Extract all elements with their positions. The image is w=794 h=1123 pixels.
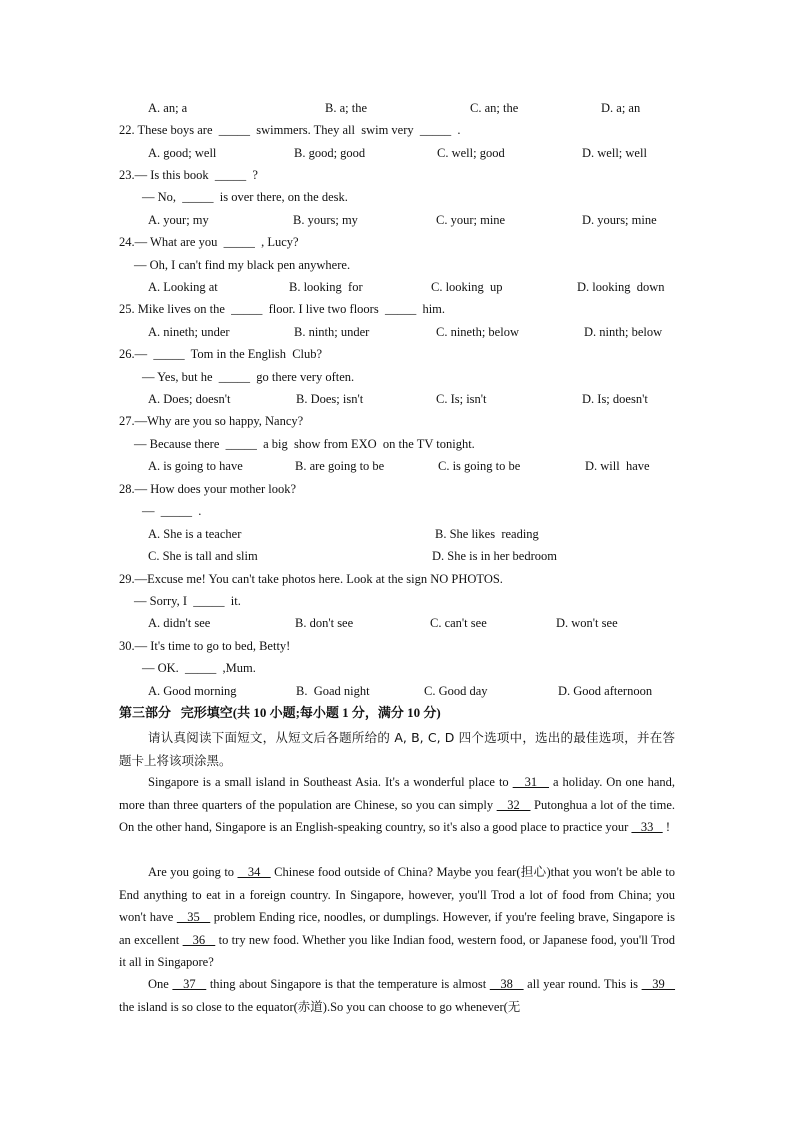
paragraph-text <box>119 973 675 1018</box>
option-22-2: C. well; good <box>437 146 505 160</box>
blank-32: 32 <box>496 797 531 812</box>
option-29-1: B. don't see <box>295 616 354 630</box>
passage-text: Putonghua a lot of the time. On the other hand, Singapore is an English-speaking country, so it's also a good place to practice your <box>119 797 676 834</box>
option-27-2: C. is going to be <box>438 459 521 473</box>
option-28-0: A. She is a teacher <box>148 527 242 541</box>
passage-paragraph <box>119 861 675 974</box>
option-26-1: B. Does; isn't <box>296 392 364 406</box>
instruction-text: 请认真阅读下面短文，从短文后各题所给的 A, B, C, D 四个选项中，选出的最佳选项，并在答题卡上将该项涂黑。 <box>119 730 675 768</box>
question-29-dialog: — Sorry, I _____ it. <box>134 594 241 608</box>
option-25-3: D. ninth; below <box>584 325 663 339</box>
option-21-2: C. an; the <box>470 101 519 115</box>
blank-34: 34 <box>237 865 271 879</box>
option-28-2: C. She is tall and slim <box>148 549 258 563</box>
blank-36: 36 <box>182 932 216 947</box>
question-24-dialog: — Oh, I can't find my black pen anywhere. <box>134 258 351 272</box>
option-23-0: A. your; my <box>148 213 209 227</box>
option-25-1: B. ninth; under <box>294 325 370 339</box>
question-27-stem: 27.—Why are you so happy, Nancy? <box>119 414 304 428</box>
passage-text: Chinese food outside of China? Maybe you fear(担心)that you won't be able to End anything to eat in a foreign country. In Singapore, however, you'll Trod a lot of food from China; you won't have <box>119 865 675 924</box>
option-30-2: C. Good day <box>424 684 488 698</box>
question-24-stem: 24.— What are you _____ , Lucy? <box>119 235 299 249</box>
option-24-3: D. looking down <box>577 280 665 294</box>
blank-39: 39 <box>641 977 676 991</box>
option-24-1: B. looking for <box>289 280 363 294</box>
passage-text: to try new food. Whether you like Indian food, western food, or Japanese food, you'll Trod it all in Singapore? <box>119 932 675 969</box>
question-23-dialog: — No, _____ is over there, on the desk. <box>142 190 348 204</box>
option-28-1: B. She likes reading <box>435 527 539 541</box>
option-25-0: A. nineth; under <box>148 325 230 339</box>
option-29-2: C. can't see <box>430 616 487 630</box>
option-25-2: C. nineth; below <box>436 325 519 339</box>
passage-text: One <box>148 977 173 991</box>
option-23-2: C. your; mine <box>436 213 506 227</box>
section-3-instruction <box>119 727 675 772</box>
blank-35: 35 <box>176 910 211 924</box>
passage-text: all year round. This is <box>523 977 642 991</box>
option-21-0: A. an; a <box>148 101 188 115</box>
option-26-2: C. Is; isn't <box>436 392 487 406</box>
blank-37: 37 <box>172 977 207 991</box>
option-26-3: D. Is; doesn't <box>582 392 648 406</box>
blank-33: 33 <box>631 820 663 834</box>
passage-text: ! <box>662 820 670 834</box>
passage-text: problem Ending rice, noodles, or dumplings. However, if you're feeling brave, Singapore is an excellent <box>119 910 675 947</box>
passage-paragraph <box>119 973 675 1018</box>
section-3-title: 第三部分 完形填空(共 10 小题;每小题 1 分，满分 10 分) <box>119 705 441 720</box>
question-28-dialog: — _____ . <box>142 504 202 518</box>
question-29-stem: 29.—Excuse me! You can't take photos here. Look at the sign NO PHOTOS. <box>119 572 503 586</box>
paragraph-text <box>119 861 675 974</box>
option-23-1: B. yours; my <box>293 213 358 227</box>
option-21-1: B. a; the <box>325 101 368 115</box>
question-30-dialog: — OK. _____ ,Mum. <box>142 661 256 675</box>
passage-text: Are you going to <box>148 865 238 879</box>
option-23-3: D. yours; mine <box>582 213 657 227</box>
option-29-3: D. won't see <box>556 616 618 630</box>
blank-31: 31 <box>512 775 550 789</box>
question-30-stem: 30.— It's time to go to bed, Betty! <box>119 639 291 653</box>
option-22-1: B. good; good <box>294 146 366 160</box>
passage-text: Singapore is a small island in Southeast Asia. It's a wonderful place to <box>148 775 513 789</box>
option-30-1: B. Goad night <box>296 684 370 698</box>
option-27-0: A. is going to have <box>148 459 243 473</box>
option-27-3: D. will have <box>585 459 650 473</box>
question-25-stem: 25. Mike lives on the _____ floor. I live two floors _____ him. <box>119 302 446 316</box>
passage-text: a holiday. On one hand, more than three quarters of the population are Chinese, so you can simply <box>119 775 676 812</box>
passage-paragraph <box>119 771 675 839</box>
question-26-dialog: — Yes, but he _____ go there very often. <box>142 370 355 384</box>
option-28-3: D. She is in her bedroom <box>432 549 557 563</box>
passage-text: the island is so close to the equator(赤道).So you can choose to go whenever(无 <box>119 999 521 1014</box>
option-24-0: A. Looking at <box>148 280 218 294</box>
option-22-3: D. well; well <box>582 146 647 160</box>
option-26-0: A. Does; doesn't <box>148 392 231 406</box>
option-24-2: C. looking up <box>431 280 503 294</box>
option-22-0: A. good; well <box>148 146 217 160</box>
question-23-stem: 23.— Is this book _____ ? <box>119 168 258 182</box>
paragraph-text <box>119 771 675 839</box>
option-21-3: D. a; an <box>601 101 641 115</box>
question-26-stem: 26.— _____ Tom in the English Club? <box>119 347 323 361</box>
question-28-stem: 28.— How does your mother look? <box>119 482 297 496</box>
question-22-stem: 22. These boys are _____ swimmers. They all swim very _____ . <box>119 123 461 137</box>
option-30-3: D. Good afternoon <box>558 684 653 698</box>
blank-38: 38 <box>489 977 524 991</box>
passage-text: thing about Singapore is that the temperature is almost <box>206 977 490 991</box>
option-30-0: A. Good morning <box>148 684 237 698</box>
option-27-1: B. are going to be <box>295 459 385 473</box>
question-27-dialog: — Because there _____ a big show from EXO on the TV tonight. <box>134 437 475 451</box>
option-29-0: A. didn't see <box>148 616 211 630</box>
